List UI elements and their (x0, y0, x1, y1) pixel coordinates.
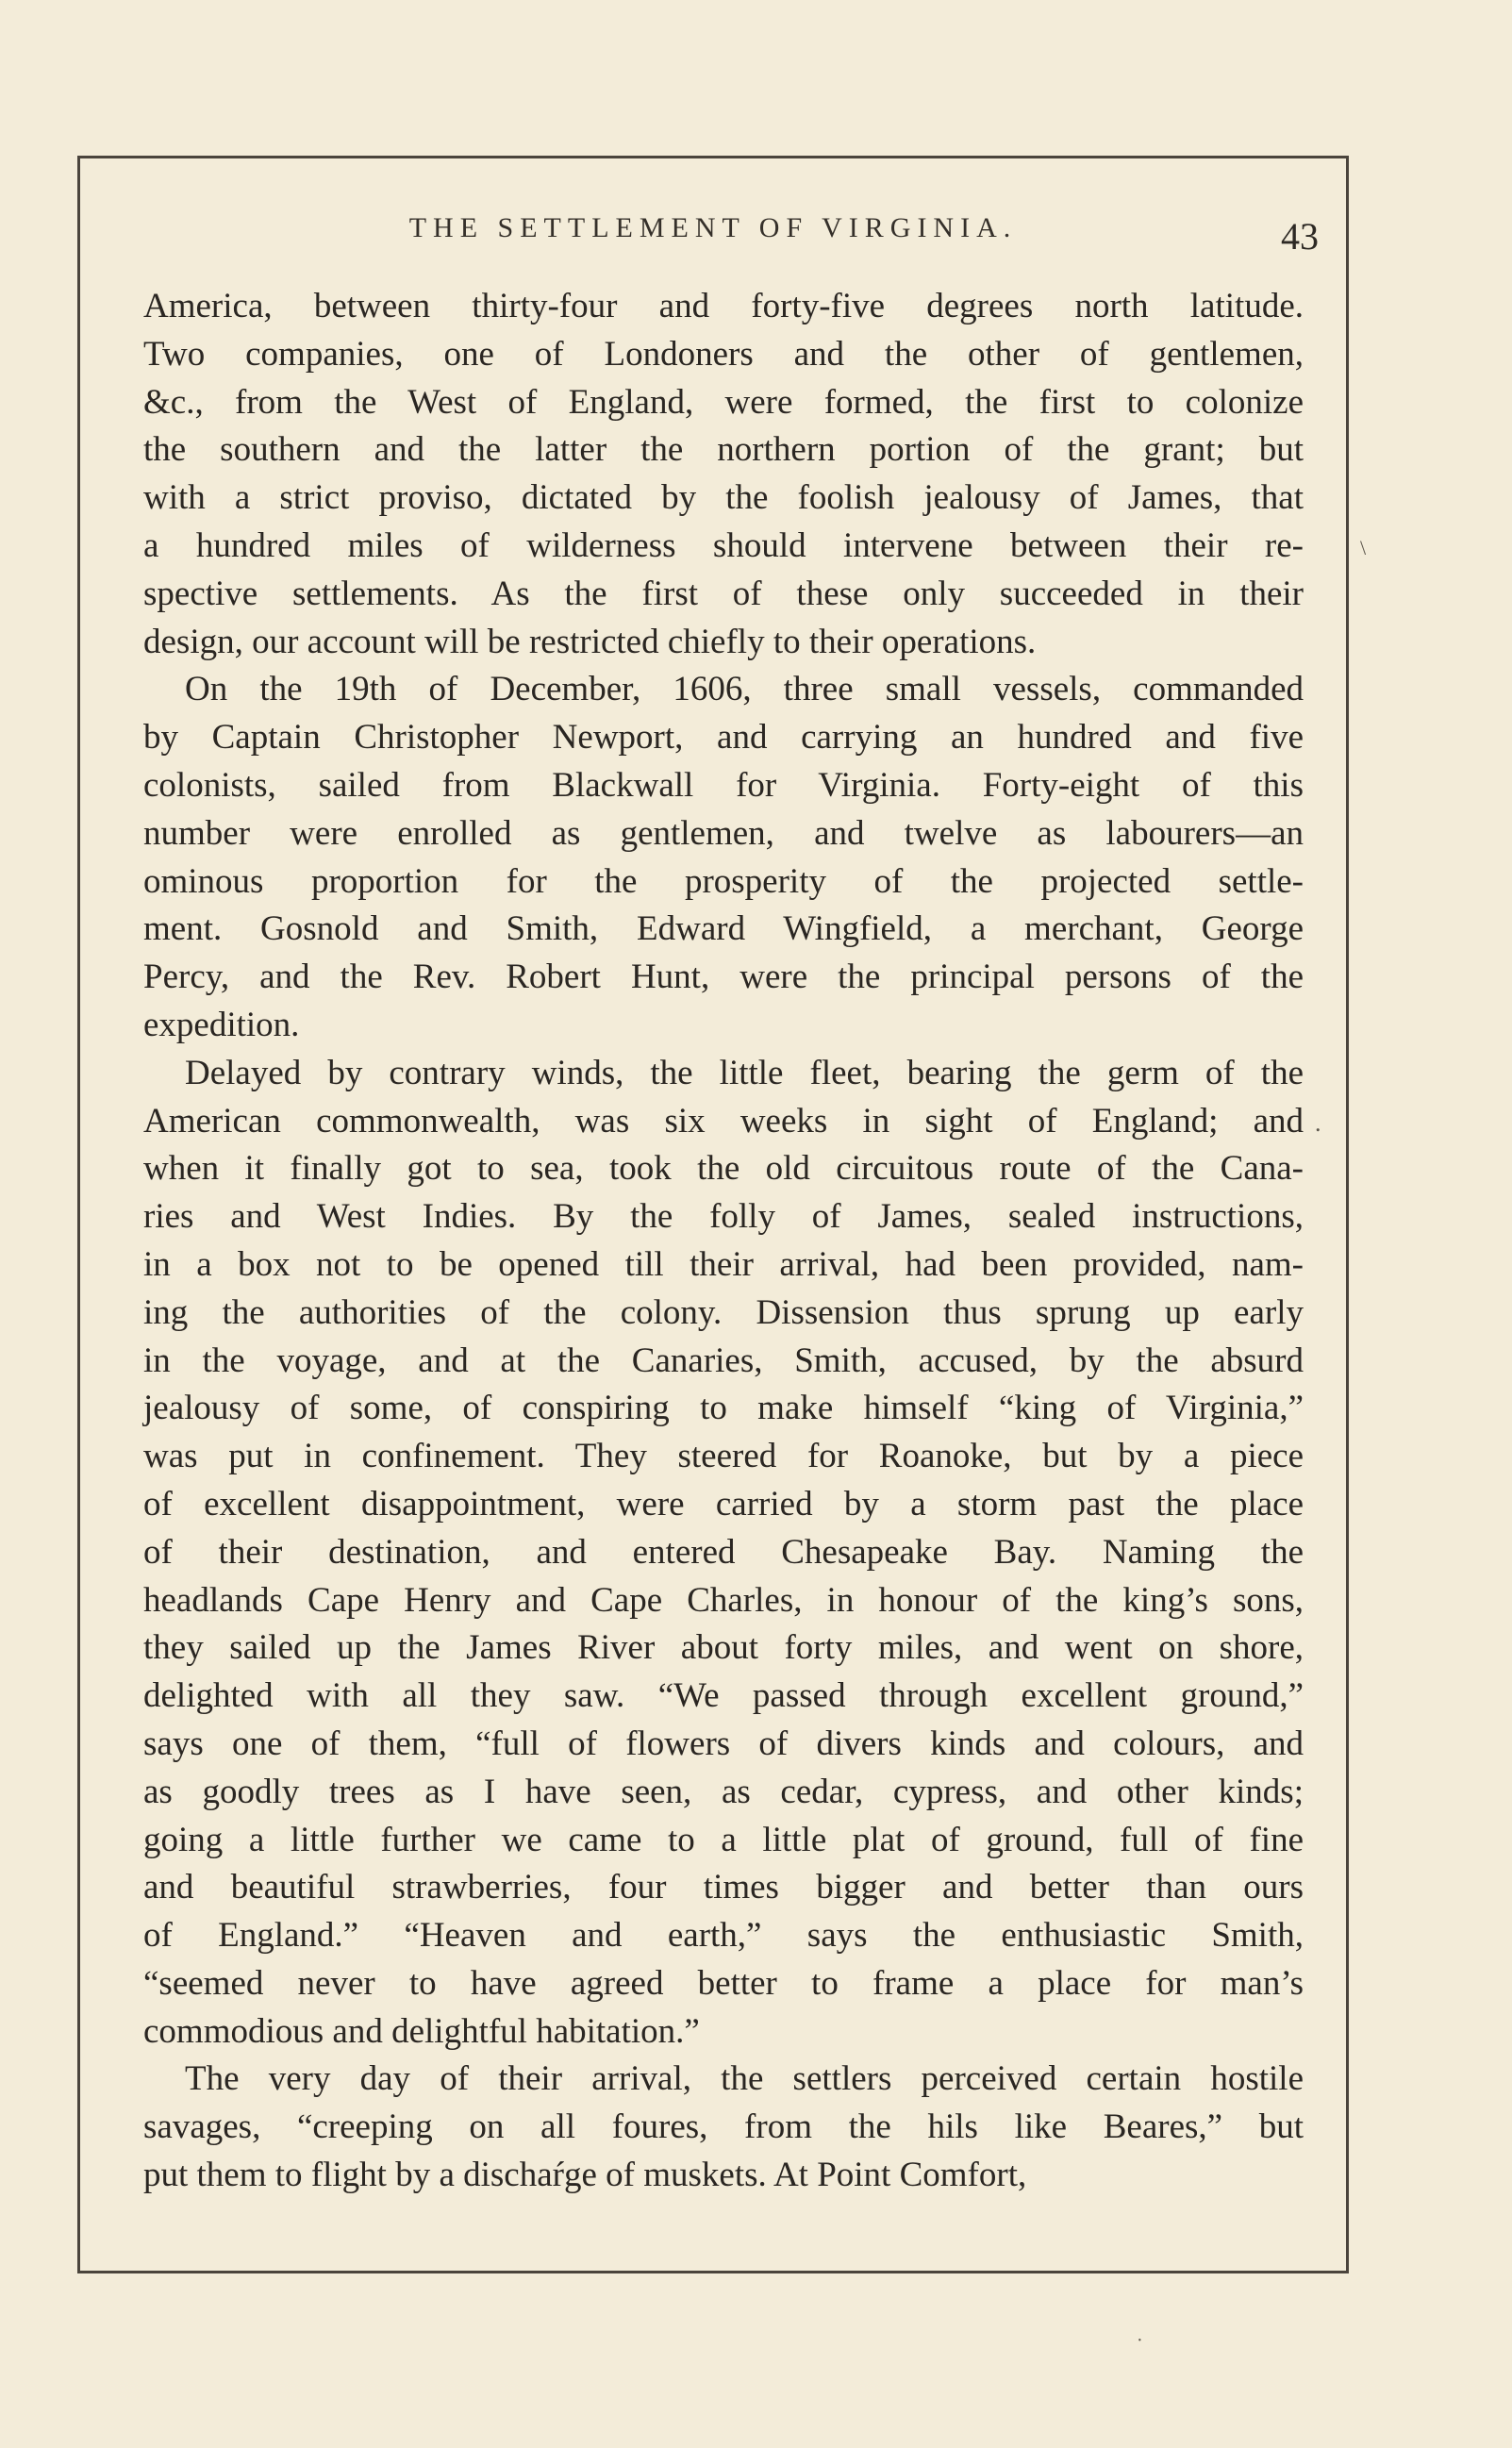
running-head (77, 203, 1349, 259)
text-line: by Captain Christopher Newport, and carrying an hundred and five (143, 718, 1304, 758)
margin-mark: . (1315, 1109, 1321, 1137)
text-line: going a little further we came to a little plat of ground, full of fine (143, 1820, 1304, 1859)
text-line: Percy, and the Rev. Robert Hunt, were the principal persons of the (143, 958, 1304, 997)
text-line: commodious and delightful habitation.” (143, 2011, 700, 2051)
text-line: America, between thirty-four and forty-five degrees north latitude. (143, 287, 1304, 325)
text-line: savages, “creeping on all foures, from the hils like Beares,” but (143, 2107, 1304, 2147)
text-line: “seemed never to have agreed better to frame a place for man’s (143, 1963, 1304, 2003)
running-head-title: THE SETTLEMENT OF VIRGINIA. (408, 212, 1018, 243)
text-line: headlands Cape Henry and Cape Charles, in honour of the king’s sons, (143, 1580, 1304, 1620)
text-line: ment. Gosnold and Smith, Edward Wingfield, a merchant, George (143, 909, 1304, 949)
text-line: as goodly trees as I have seen, as cedar, cypress, and other kinds; (143, 1772, 1304, 1811)
text-line: says one of them, “full of flowers of divers kinds and colours, and (143, 1724, 1304, 1763)
paragraph (143, 283, 1304, 666)
text-line: in the voyage, and at the Canaries, Smith, accused, by the absurd (143, 1341, 1304, 1380)
text-line: a hundred miles of wilderness should intervene between their re- (143, 525, 1304, 565)
text-line: spective settlements. As the first of these only succeeded in their (143, 574, 1304, 613)
text-line: ominous proportion for the prosperity of the projected settle- (143, 861, 1304, 901)
text-line: colonists, sailed from Blackwall for Virginia. Forty-eight of this (143, 765, 1304, 805)
text-line: of England.” “Heaven and earth,” says the enthusiastic Smith, (143, 1916, 1304, 1956)
text-line: jealousy of some, of conspiring to make himself “king of Virginia,” (143, 1389, 1304, 1428)
text-line: design, our account will be restricted chiefly to their operations. (143, 622, 1037, 661)
paragraph (143, 2056, 1304, 2199)
text-line: when it finally got to sea, took the old circuitous route of the Cana- (143, 1149, 1304, 1189)
text-line: ing the authorities of the colony. Dissension thus sprung up early (143, 1292, 1304, 1332)
text-line: delighted with all they saw. “We passed through excellent ground,” (143, 1676, 1304, 1716)
text-line: The very day of their arrival, the settlers perceived certain hostile (185, 2059, 1304, 2099)
text-line: Two companies, one of Londoners and the other of gentlemen, (143, 334, 1304, 374)
text-line: &c., from the West of England, were formed, the first to colonize (143, 382, 1304, 422)
text-line: number were enrolled as gentlemen, and twelve as labourers—an (143, 813, 1304, 853)
page-number: 43 (1281, 215, 1319, 258)
paragraph (143, 1050, 1304, 2057)
text-line: was put in confinement. They steered for Roanoke, but by a piece (143, 1437, 1304, 1476)
text-line: in a box not to be opened till their arrival, had been provided, nam- (143, 1244, 1304, 1284)
text-line: American commonwealth, was six weeks in sight of England; and (143, 1101, 1304, 1141)
paragraph (143, 666, 1304, 1049)
text-line: On the 19th of December, 1606, three small vessels, commanded (185, 670, 1304, 709)
text-line: expedition. (143, 1005, 300, 1044)
text-line: of excellent disappointment, were carried by a storm past the place (143, 1484, 1304, 1524)
text-line: Delayed by contrary winds, the little fleet, bearing the germ of the (185, 1053, 1304, 1092)
body-text (143, 283, 1304, 2200)
text-line: of their destination, and entered Chesapeake Bay. Naming the (143, 1532, 1304, 1572)
text-line: ries and West Indies. By the folly of James, sealed instructions, (143, 1197, 1304, 1237)
text-line: they sailed up the James River about forty miles, and went on shore, (143, 1628, 1304, 1668)
margin-mark: \ (1360, 536, 1367, 559)
text-line: the southern and the latter the northern portion of the grant; but (143, 430, 1304, 470)
text-line: with a strict proviso, dictated by the foolish jealousy of James, that (143, 478, 1304, 518)
text-line: put them to flight by a dischaŕge of muskets. At Point Comfort, (143, 2156, 1027, 2195)
text-line: and beautiful strawberries, four times bigger and better than ours (143, 1868, 1304, 1907)
margin-mark: · (1137, 2330, 1143, 2351)
